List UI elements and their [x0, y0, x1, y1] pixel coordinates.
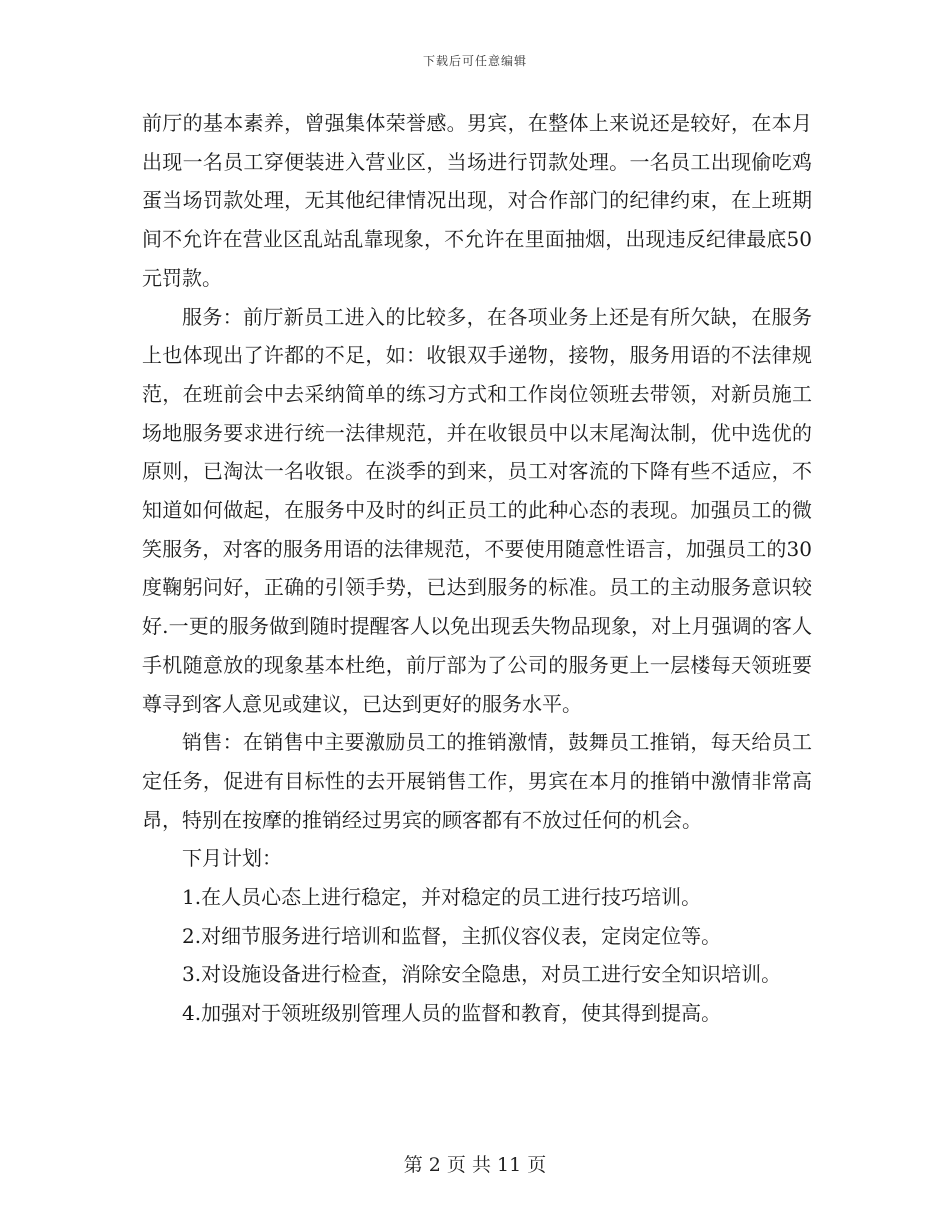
paragraph-service: 服务：前厅新员工进入的比较多，在各项业务上还是有所欠缺，在服务上也体现出了许都的不足，如：收银双手递物，接物，服务用语的不法律规范，在班前会中去采纳简单的练习方式和工作岗位领班去带领，对新员施工场地服务要求进行统一法律规范，并在收银员中以末尾淘汰制，优中选优的原则，已淘汰一名收银。在淡季的到来，员工对客流的下降有些不适应，不知道如何做起，在服务中及时的纠正员工的此种心态的表现。加强员工的微笑服务，对客的服务用语的法律规范，不要使用随意性语言，加强员工的30度鞠躬问好，正确的引领手势，已达到服务的标准。员工的主动服务意识较好.一更的服务做到随时提醒客人以免出现丢失物品现象，对上月强调的客人手机随意放的现象基本杜绝，前厅部为了公司的服务更上一层楼每天领班要尊寻到客人意见或建议，已达到更好的服务水平。: [142, 304, 812, 716]
plan-item-4: 4.加强对于领班级别管理人员的监督和教育，使其得到提高。: [182, 1001, 722, 1026]
document-body: [142, 104, 812, 1033]
paragraph-discipline: 前厅的基本素养，曾强集体荣誉感。男宾，在整体上来说还是较好，在本月出现一名员工穿便装进入营业区，当场进行罚款处理。一名员工出现偷吃鸡蛋当场罚款处理，无其他纪律情况出现，对合作部门的纪律约束，在上班期间不允许在营业区乱站乱靠现象，不允许在里面抽烟，出现违反纪律最底50元罚款。: [142, 111, 812, 290]
page-number: [0, 1150, 950, 1177]
page-number-label: 第 2 页 共 11 页: [403, 1154, 547, 1176]
page-header-note: 下载后可任意编辑: [422, 54, 527, 68]
plan-item-1: 1.在人员心态上进行稳定，并对稳定的员工进行技巧培训。: [182, 885, 702, 910]
plan-item-3: 3.对设施设备进行检查，消除安全隐患，对员工进行安全知识培训。: [182, 962, 782, 987]
paragraph-sales: 销售：在销售中主要激励员工的推销激情，鼓舞员工推销，每天给员工定任务，促进有目标性的去开展销售工作，男宾在本月的推销中激情非常高昂，特别在按摩的推销经过男宾的顾客都有不放过任何的机会。: [142, 730, 812, 832]
plan-item-2: 2.对细节服务进行培训和监督，主抓仪容仪表，定岗定位等。: [182, 923, 722, 948]
next-month-plan-heading: 下月计划：: [182, 846, 282, 871]
